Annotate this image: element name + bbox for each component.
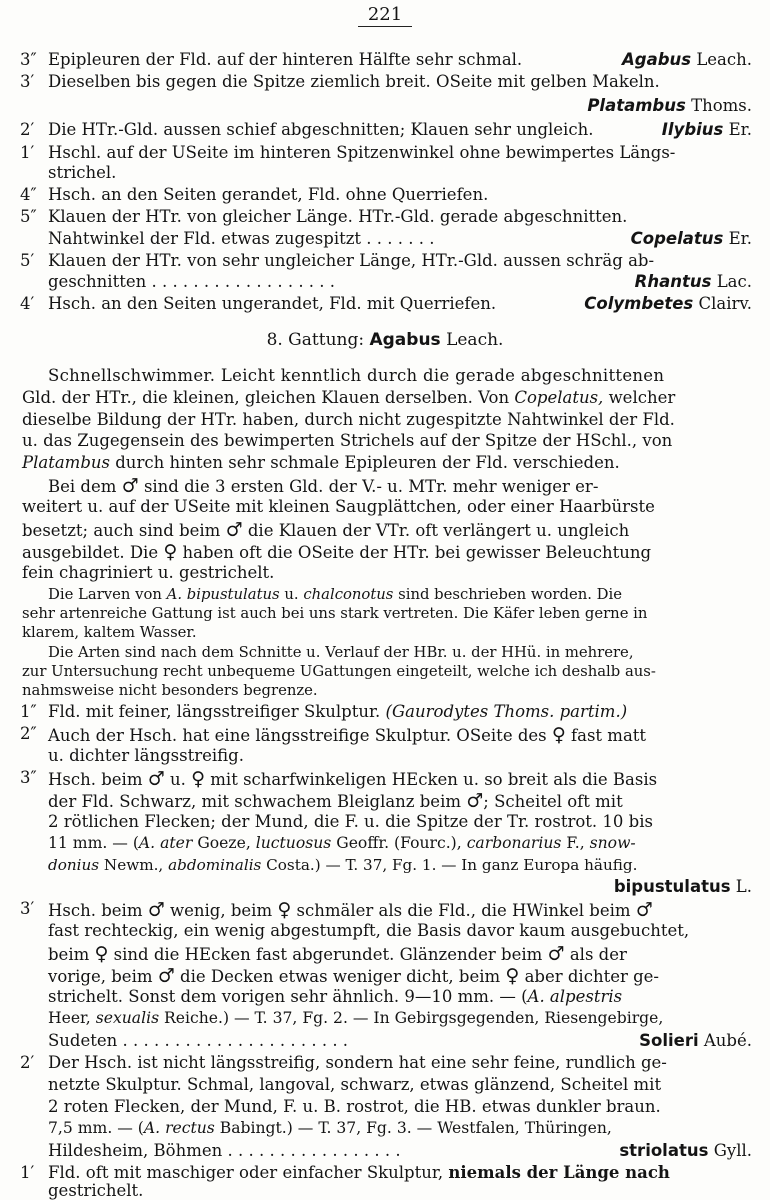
page-number: 221 — [0, 4, 770, 27]
male-symbol: ♂ — [147, 768, 165, 790]
section-title: 8. Gattung: Agabus Leach. — [266, 330, 504, 350]
female-symbol: ♀ — [163, 541, 178, 563]
female-symbol: ♀ — [551, 724, 566, 746]
book-page: 221 3″ Epipleuren der Fld. auf der hinteren Hälfte sehr schmal. Agabus Leach. 3′ Dieselben bis gegen die Spitze ziemlich breit. OSeite mit gelben Makeln. Platambus Thoms. 2′ Die HTr.-Gld. aussen schief abgeschnitten; Klauen sehr ungleich. Ilybius Er. 1′ Hschl. auf der USeite im hinteren Spitzenwinkel ohne bewimpertes Längs- strichel. 4″ Hsch. an den Seiten gerandet, Fld. ohne Querriefen. 5″ Klauen der HTr. von gleicher Länge. HTr.-Gld. gerade abgeschnitten. Nahtwinkel der Fld. etwas zugespitzt . . . . . . . Copelatus Er. 5′ Klauen der HTr. von sehr ungleicher Länge, HTr.-Gld. aussen schräg ab- geschnitten . . . . . . . . . . . . . . . . . . Rhantus Lac. 4′ Hsch. an den Seiten ungerandet, Fld. mit Querriefen. Colymbetes Clairv. 8. Gattung: Agabus Leach. Schnellschwimmer. Leicht kenntlich durch die gerade abgeschnittenen Gld. der HTr., die kleinen, gleichen Klauen derselben. Von Copelatus, welcher dieselbe Bildung der HTr. haben, durch nicht zugespitzte Nahtwinkel der Fld. u. das Zugegensein des bewimperten Strichels auf der Spitze der HSchl., von Platambus durch hinten sehr schmale Epipleuren der Fld. verschieden. Bei dem ♂ sind die 3 ersten Gld. der V.- u. MTr. mehr weniger er- weitert u. auf der USeite mit kleinen Saugplättchen, oder einer Haarbürste besetzt; auch sind beim ♂ die Klauen der VTr. oft verlängert u. ungleich ausgebildet. Die ♀ haben oft die OSeite der HTr. bei gewisser Beleuchtung fein chagriniert u. gestrichelt. Die Larven von A. bipustulatus u. chalconotus sind beschrieben worden. Die sehr artenreiche Gattung ist auch bei uns stark vertreten. Die Käfer leben gerne in klarem, kaltem Wasser. Die Arten sind nach dem Schnitte u. Verlauf der HBr. u. der HHü. in mehrere, zur Untersuchung recht unbequeme UGattungen eingeteilt, welche ich deshalb aus- nahmsweise nicht besonders begrenze. 1″ Fld. mit feiner, längsstreifiger Skulptur. (Gaurodytes Thoms. partim.) 2″ Auch der Hsch. hat eine längsstreifige Skulptur. OSeite des ♀ fast matt u. dichter längsstreifig. 3″ Hsch. beim ♂ u. ♀ mit scharfwinkeligen HEcken u. so breit als die Basis der Fld. Schwarz, mit schwachem Bleiglanz beim ♂; Scheitel oft mit 2 rötlichen Flecken; der Mund, die F. u. die Spitze der Tr. rostrot. 10 bis 11 mm. — (A. ater Goeze, luctuosus Geoffr. (Fourc.), carbonarius F., snow- donius Newm., abdominalis Costa.) — T. 37, Fg. 1. — In ganz Europa häufig. bipustulatus L. 3′ Hsch. beim ♂ wenig, beim ♀ schmäler als die Fld., die HWinkel beim ♂ fast rechteckig, ein wenig abgestumpft, die Basis davor kaum ausgebuchtet, beim ♀ sind die HEcken fast abgerundet. Glänzender beim ♂ als der vorige, beim ♂ die Decken etwas weniger dicht, beim ♀ aber dichter ge- strichelt. Sonst dem vorigen sehr ähnlich. 9—10 mm. — (A. alpestris Heer, sexualis Reiche.) — T. 37, Fg. 2. — In Gebirgsgegenden, Riesengebirge, Sudeten . . . . . . . . . . . . . . . . . . . . . . Solieri Aubé. 2′ Der Hsch. ist nicht längsstreifig, sondern hat eine sehr feine, rundlich ge- netzte Skulptur. Schmal, langoval, schwarz, etwas glänzend, Scheitel mit 2 roten Flecken, der Mund, F. u. B. rostrot, die HB. etwas dunkler braun. 7,5 mm. — (A. rectus Babingt.) — T. 37, Fg. 3. — Westfalen, Thüringen, Hildesheim, Böhmen . . . . . . . . . . . . . . . . . striolatus Gyll. 1′ Fld. oft mit maschiger oder einfacher Skulptur, niemals der Länge nach gestrichelt. — [0, 0, 770, 1200]
male-symbol: ♂ — [466, 790, 484, 812]
female-symbol: ♀ — [94, 943, 109, 965]
male-symbol: ♂ — [121, 475, 139, 497]
female-symbol: ♀ — [505, 965, 520, 987]
species-name: Solieri — [639, 1031, 699, 1050]
male-symbol: ♂ — [157, 965, 175, 987]
species-name: striolatus — [619, 1141, 709, 1160]
male-symbol: ♂ — [635, 899, 653, 921]
female-symbol: ♀ — [277, 899, 292, 921]
species-name: bipustulatus — [613, 877, 731, 896]
female-symbol: ♀ — [191, 768, 206, 790]
male-symbol: ♂ — [225, 519, 243, 541]
male-symbol: ♂ — [547, 943, 565, 965]
male-symbol: ♂ — [147, 899, 165, 921]
